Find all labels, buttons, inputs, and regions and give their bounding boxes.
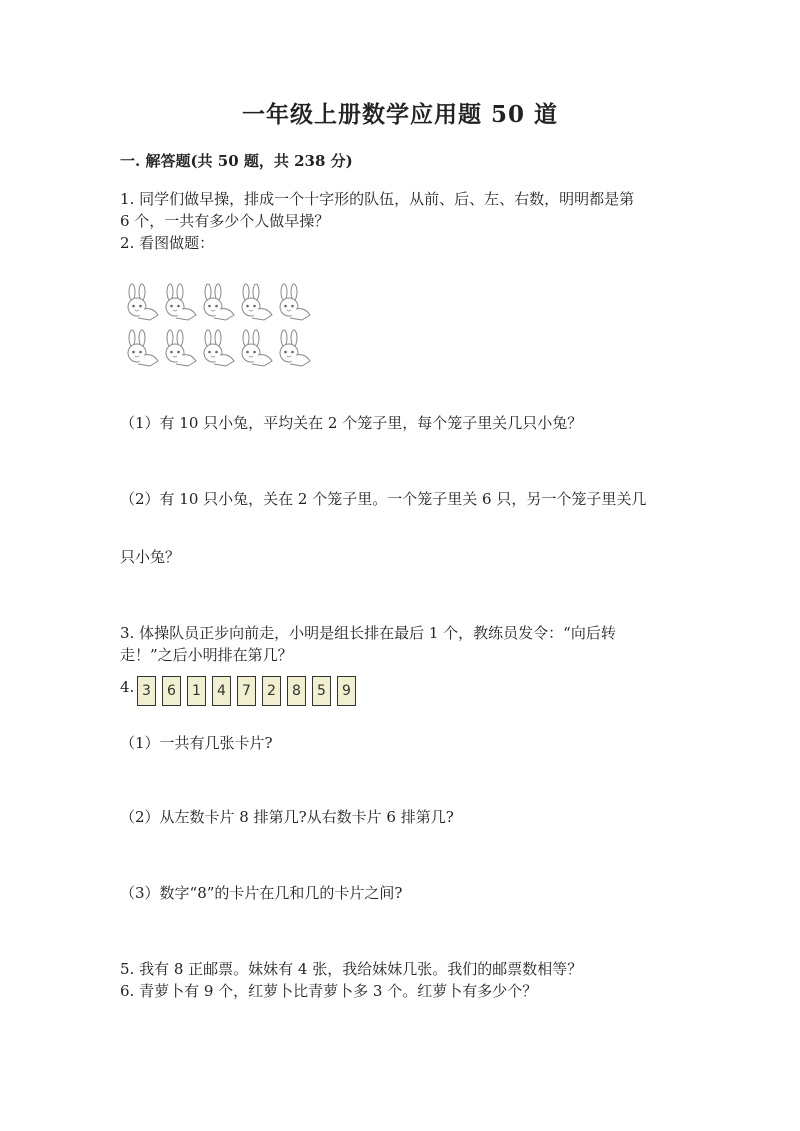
number-card: 8 (287, 676, 306, 706)
section-heading: 一. 解答题(共 50 题，共 238 分) (120, 152, 353, 170)
question-1-line-2: 6 个，一共有多少个人做早操？ (120, 212, 330, 230)
number-card: 9 (337, 676, 356, 706)
question-6: 6. 青萝卜有 9 个，红萝卜比青萝卜多 3 个。红萝卜有多少个？ (120, 982, 538, 1000)
rabbits-figure (120, 283, 320, 373)
question-4-sub-1: （1）一共有几张卡片? (120, 734, 273, 752)
rabbit-row-2 (128, 330, 310, 366)
question-1-line-1: 1. 同学们做早操，排成一个十字形的队伍，从前、后、左、右数，明明都是第 (120, 190, 635, 208)
question-3-line-2: 走！”之后小明排在第几？ (120, 646, 293, 664)
question-5: 5. 我有 8 正邮票。妹妹有 4 张，我给妹妹几张。我们的邮票数相等？ (120, 960, 583, 978)
question-2-sub-1: （1）有 10 只小兔，平均关在 2 个笼子里，每个笼子里关几只小兔？ (120, 414, 583, 432)
number-card: 5 (312, 676, 331, 706)
number-card: 4 (212, 676, 231, 706)
question-3-line-1: 3. 体操队员正步向前走，小明是组长排在最后 1 个，教练员发令：“向后转 (120, 624, 616, 642)
number-cards (137, 676, 356, 706)
question-4-label: 4. (120, 678, 135, 696)
number-card: 6 (162, 676, 181, 706)
number-card: 3 (137, 676, 156, 706)
rabbit-row-1 (128, 284, 310, 320)
question-2-sub-2-line-1: （2）有 10 只小兔，关在 2 个笼子里。一个笼子里关 6 只，另一个笼子里关几 (120, 490, 647, 508)
number-card: 1 (187, 676, 206, 706)
number-card: 2 (262, 676, 281, 706)
question-4-sub-3: （3）数字“8”的卡片在几和几的卡片之间? (120, 884, 403, 902)
number-card: 7 (237, 676, 256, 706)
question-4-sub-2: （2）从左数卡片 8 排第几?从右数卡片 6 排第几? (120, 808, 454, 826)
page-title: 一年级上册数学应用题 50 道 (241, 101, 559, 128)
question-2-sub-2-line-2: 只小兔？ (120, 548, 181, 566)
question-2-label: 2. 看图做题： (120, 234, 215, 252)
